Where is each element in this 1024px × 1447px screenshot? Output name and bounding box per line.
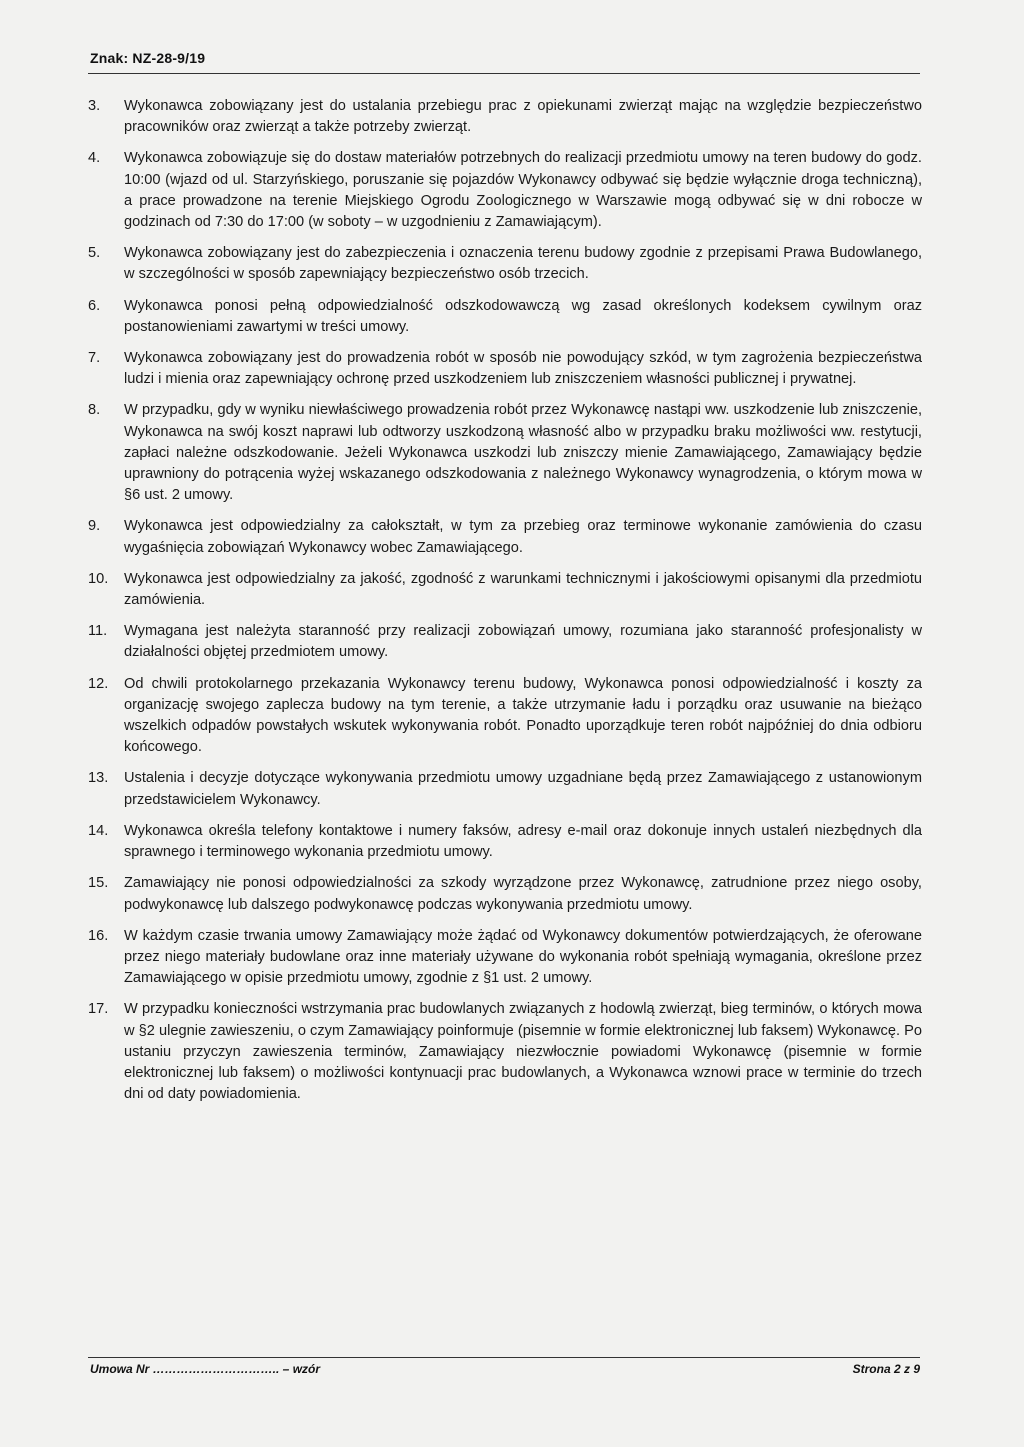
clause-text: Zamawiający nie ponosi odpowiedzialności za szkody wyrządzone przez Wykonawcę, zatrudnione przez niego osoby, podwykonawcę lub dalszego podwykonawcę podczas wykonywania przedmiotu umowy. xyxy=(124,875,922,913)
clause-number: 15. xyxy=(88,875,109,892)
clause-13 xyxy=(88,768,922,810)
clause-number: 5. xyxy=(88,245,101,262)
clause-9 xyxy=(88,516,922,558)
clause-text: Wykonawca ponosi pełną odpowiedzialność odszkodowawczą wg zasad określonych kodeksem cywilnym oraz postanowieniami zawartymi w treści umowy. xyxy=(124,297,922,335)
clause-text: W każdym czasie trwania umowy Zamawiający może żądać od Wykonawcy dokumentów potwierdzających, że oferowane przez niego materiały budowlane oraz inne materiały używane do wykonania robót spełniają wymagania, określone przez Zamawiającego w opisie przedmiotu umowy, zgodnie z §1 ust. 2 umowy. xyxy=(124,927,922,987)
clause-number: 6. xyxy=(88,297,101,314)
clause-text: Wykonawca jest odpowiedzialny za jakość, zgodność z warunkami technicznymi i jakościowymi opisanymi dla przedmiotu zamówienia. xyxy=(124,570,922,609)
clause-number: 9. xyxy=(88,518,101,535)
clause-11 xyxy=(88,621,922,663)
clause-number: 7. xyxy=(88,350,101,367)
clause-text: Wykonawca zobowiązuje się do dostaw materiałów potrzebnych do realizacji przedmiotu umowy na teren budowy do godz. 10:00 (wjazd od ul. Starzyńskiego, poruszanie się pojazdów Wykonawcy odbywać się będzie wyłącznie droga techniczną), a prace prowadzone na terenie Miejskiego Ogrodu Zoologicznego w Warszawie mogą odbywać się w dni robocze w godzinach od 7:30 do 17:00 (w soboty – w uzgodnieniu z Zamawiającym). xyxy=(124,150,922,231)
clause-8 xyxy=(88,400,922,506)
clause-text: Wykonawca zobowiązany jest do ustalania przebiegu prac z opiekunami zwierząt mając na względzie bezpieczeństwo pracowników oraz zwierząt a także potrzeby zwierząt. xyxy=(124,98,922,136)
clause-text: Wykonawca określa telefony kontaktowe i numery faksów, adresy e-mail oraz dokonuje innych ustaleń niezbędnych dla sprawnego i terminowego wykonania przedmiotu umowy. xyxy=(124,822,922,861)
clause-text: Wykonawca zobowiązany jest do prowadzenia robót w sposób nie powodujący szkód, w tym zagrożenia bezpieczeństwa ludzi i mienia oraz zapewniający ochronę przed uszkodzeniem lub zniszczeniem własności publicznej i prywatnej. xyxy=(124,350,922,388)
clause-text: W przypadku, gdy w wyniku niewłaściwego prowadzenia robót przez Wykonawcę nastąpi ww. uszkodzenie lub zniszczenie, Wykonawca na swój koszt naprawi lub odtworzy uszkodzoną własność albo w przypadku braku możliwości ww. restytucji, zapłaci należne odszkodowanie. Jeżeli Wykonawca uszkodzi lub zniszczy mienie Zamawiającego, Zamawiający będzie uprawniony do potrącenia wyżej wskazanego odszkodowania z należnego Wykonawcy wynagrodzenia, o którym mowa w §6 ust. 2 umowy. xyxy=(124,402,922,504)
clause-14 xyxy=(88,821,922,863)
clause-text: Wykonawca zobowiązany jest do zabezpieczenia i oznaczenia terenu budowy zgodnie z przepisami Prawa Budowlanego, w szczególności w sposób zapewniający bezpieczeństwo osób trzecich. xyxy=(124,245,922,283)
clause-5 xyxy=(88,243,922,285)
clause-17 xyxy=(88,999,922,1105)
clause-number: 4. xyxy=(88,150,101,167)
clause-16 xyxy=(88,926,922,990)
clause-number: 8. xyxy=(88,402,101,419)
clause-15 xyxy=(88,873,922,915)
clause-number: 17. xyxy=(88,1001,109,1018)
document-reference: Znak: NZ-28-9/19 xyxy=(90,50,206,66)
clause-number: 13. xyxy=(88,770,109,787)
clause-number: 11. xyxy=(88,623,108,640)
footer-contract-number: Umowa Nr ………………………….. – wzór xyxy=(90,1362,321,1376)
clause-10 xyxy=(88,569,922,611)
clause-text: Wykonawca jest odpowiedzialny za całokształt, w tym za przebieg oraz terminowe wykonanie zamówienia do czasu wygaśnięcia zobowiązań Wykonawcy wobec Zamawiającego. xyxy=(124,518,922,556)
clause-6 xyxy=(88,296,922,338)
clause-7 xyxy=(88,348,922,390)
clause-number: 16. xyxy=(88,927,109,944)
clause-list xyxy=(88,96,922,1105)
clause-number: 3. xyxy=(88,98,101,114)
clause-text: Wymagana jest należyta staranność przy realizacji zobowiązań umowy, rozumiana jako staranność profesjonalisty w działalności objętej przedmiotem umowy. xyxy=(124,623,922,661)
header-divider xyxy=(88,73,920,74)
footer-page-number: Strona 2 z 9 xyxy=(852,1362,920,1376)
clause-text: Od chwili protokolarnego przekazania Wykonawcy terenu budowy, Wykonawca ponosi odpowiedzialność i koszty za organizację swojego zaplecza budowy na tym terenie, a także utrzymanie ładu i porządku oraz usuwanie na bieżąco wszelkich odpadów powstałych wskutek wykonywania robót. Ponadto uporządkuje teren robót najpóźniej do dnia odbioru końcowego. xyxy=(124,675,922,756)
clause-number: 12. xyxy=(88,675,109,692)
footer-divider xyxy=(88,1357,920,1358)
clause-12 xyxy=(88,674,922,759)
clause-text: Ustalenia i decyzje dotyczące wykonywania przedmiotu umowy uzgadniane będą przez Zamawiającego z ustanowionym przedstawicielem Wykonawcy. xyxy=(124,770,922,808)
clause-text: W przypadku konieczności wstrzymania prac budowlanych związanych z hodowlą zwierząt, bieg terminów, o których mowa w §2 ulegnie zawieszeniu, o czym Zamawiający poinformuje (pisemnie w formie elektronicznej lub faksem) Wykonawcę. Po ustaniu przyczyn zawieszenia terminów, Zamawiający niezwłocznie powiadomi Wykonawcę (pisemnie w formie elektronicznej lub faksem) o możliwości kontynuacji prac budowlanych, a Wykonawca wznowi prace w terminie do trzech dni od daty powiadomienia. xyxy=(124,1001,922,1103)
clause-number: 14. xyxy=(88,822,109,839)
clause-4 xyxy=(88,148,922,233)
clause-3 xyxy=(88,96,922,138)
clause-number: 10. xyxy=(88,570,109,587)
